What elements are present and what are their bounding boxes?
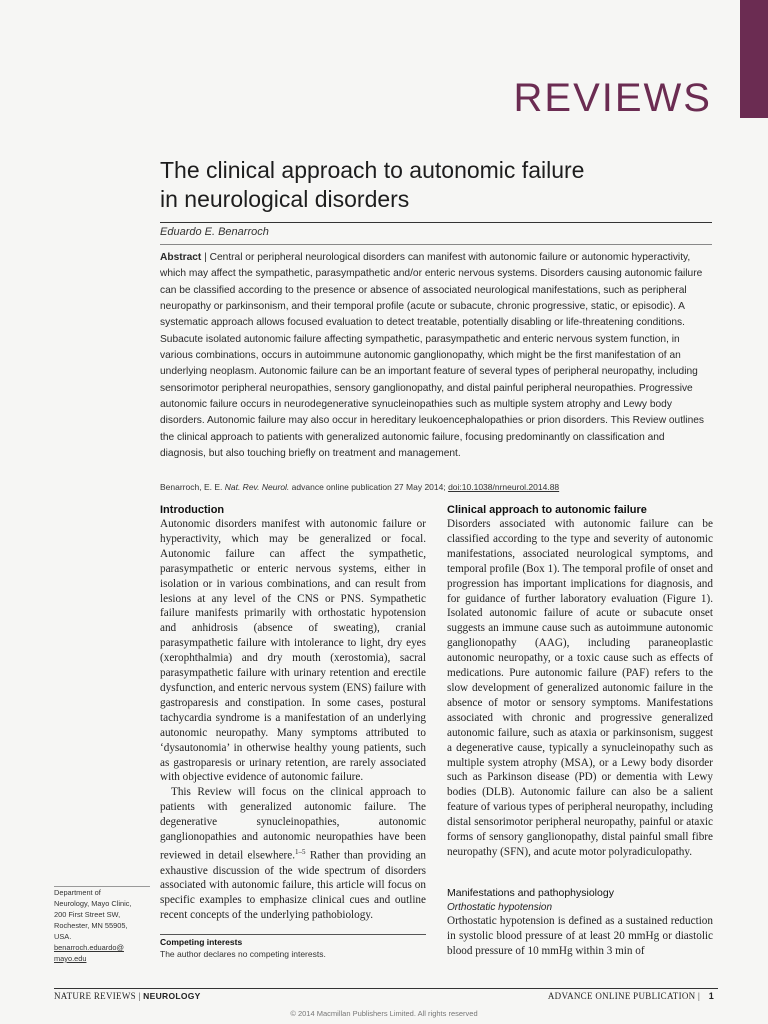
footer-publication-label: ADVANCE ONLINE PUBLICATION (547, 991, 696, 1001)
citation-prefix: Benarroch, E. E. (160, 482, 225, 492)
introduction-paragraph (160, 785, 426, 923)
affiliation-line: Department of (54, 888, 101, 897)
abstract-separator: | (201, 252, 210, 263)
orthostatic-hypotension-heading: Orthostatic hypotension (447, 902, 553, 913)
doi-link[interactable]: doi:10.1038/nrneurol.2014.88 (448, 482, 560, 492)
email-line: mayo.edu (54, 954, 87, 963)
manifestations-heading: Manifestations and pathophysiology (447, 887, 614, 899)
competing-interests-heading: Competing interests (160, 937, 243, 947)
intro-text: Rather than providing an exhaustive discussion of the wide spectrum of disorders associated with autonomic failure, this article will focus on specific examples to emphasize clinical cues and outline recent concepts of the underlying pathobiology. (160, 849, 426, 922)
author-email-link[interactable] (54, 942, 150, 964)
footer-journal-section: NEUROLOGY (143, 991, 201, 1001)
affiliation-line: 200 First Street SW, (54, 910, 121, 919)
article-title (160, 156, 720, 214)
title-line: The clinical approach to autonomic failure (160, 157, 585, 183)
citation-middle: advance online publication 27 May 2014; (289, 482, 449, 492)
page-number: 1 (708, 991, 714, 1001)
title-divider (160, 222, 712, 223)
clinical-approach-paragraph: Disorders associated with autonomic failure can be classified according to the type and severity of autonomic manifestations, associated neurological symptoms, and temporal profile (Box 1). The temporal profile of onset and progression has important implications for diagnosis, and for guidance of further laboratory evaluation (Figure 1). Isolated autonomic failure of acute or subacute onset suggests an immune cause such as autoimmune autonomic ganglionopathy (AAG), including paraneoplastic autonomic neuropathy, or a toxic cause such as effects of medications. Pure autonomic failure (PAF) refers to the slow development of generalized autonomic failure in the absence of motor or sensory symptoms. Manifestations associated with chronic and progressive generalized autonomic failure, such as ataxia or parkinsonism, suggest a degenerative cause, typically a synucleinopathy such as multiple system atrophy (MSA), or a Lewy body disorder such as Parkinson disease (PD) or dementia with Lewy bodies (DLB). Autonomic failure can also be a salient feature of various types of peripheral neuropathy, including distal sensorimotor peripheral neuropathy, painful or ataxic forms of sensory ganglionopathy, distal painful small fibre neuropathy (SFN), and acute motor polyradiculopathy. (447, 518, 713, 858)
citation (160, 482, 720, 492)
footer-publication (548, 991, 714, 1001)
reference-marker[interactable]: 1–5 (295, 847, 306, 856)
affiliation-line: Rochester, MN 55905, (54, 921, 128, 930)
footer-journal (54, 991, 201, 1001)
footer-journal-name: NATURE REVIEWS (54, 991, 136, 1001)
section-label: REVIEWS (513, 76, 712, 120)
abstract-divider (160, 244, 712, 245)
accent-bar (740, 0, 768, 118)
right-column (447, 517, 713, 860)
copyright-notice: © 2014 Macmillan Publishers Limited. All rights reserved (290, 1009, 478, 1018)
abstract-text: Central or peripheral neurological disorders can manifest with autonomic failure or autonomic hyperactivity, which may affect the sympathetic, parasympathetic and/or enteric nervous systems. Disorders causing autonomic failure can be classified according to the presence or absence of associated neurological manifestations, such as peripheral neuropathy or parkinsonism, and their temporal profile (acute or subacute, chronic progressive, static, or episodic). A systematic approach allows focused evaluation to detect treatable, potentially disabling or life-threatening conditions. Subacute isolated autonomic failure affecting sympathetic, parasympathetic and enteric nervous system function, in various combinations, occurs in autoimmune autonomic ganglionopathy, which might be the first manifestation of an underlying neoplasm. Autonomic failure can be an important feature of several types of peripheral neuropathy, including sensorimotor peripheral neuropathies, sensory ganglionopathy, and distal painful peripheral neuropathies. Progressive autonomic failure occurs in neurodegenerative synucleinopathies such as multiple system atrophy and Lewy body disorders. Autonomic failure may also occur in hereditary leukoencephalopathies or prion disorders. This Review outlines the clinical approach to patients with generalized autonomic failure, focusing predominantly on classification and diagnosis, but also touching briefly on treatment and management. (160, 252, 704, 460)
intro-text: This Review will focus on the clinical approach to patients with generalized autonomic failure. The degenerative synucleinopathies, autonomic ganglionopathies and autonomic neuropathies have been reviewed in detail elsewhere. (160, 786, 426, 862)
author-affiliation (54, 887, 150, 964)
manifestations-column (447, 914, 713, 959)
footer-divider (54, 988, 718, 989)
competing-interests-divider (160, 934, 426, 935)
manifestations-paragraph: Orthostatic hypotension is defined as a sustained reduction in systolic blood pressure of at least 20 mmHg or diastolic blood pressure of 10 mmHg within 3 min of (447, 915, 713, 957)
competing-interests-text: The author declares no competing interests. (160, 949, 326, 959)
affiliation-line: Neurology, Mayo Clinic, (54, 899, 132, 908)
citation-journal: Nat. Rev. Neurol. (224, 482, 290, 492)
clinical-approach-heading: Clinical approach to autonomic failure (447, 504, 647, 516)
author-name: Eduardo E. Benarroch (160, 226, 269, 238)
footer-separator: | (695, 991, 703, 1001)
introduction-paragraph: Autonomic disorders manifest with autonomic failure or hyperactivity, which may be generalized or focal. Autonomic failure can affect the sympathetic, parasympathetic or enteric nervous systems, either in isolation or in various combinations, and can result from lesions at any level of the CNS or PNS. Sympathetic failure manifests primarily with orthostatic hypotension and anhidrosis (absence of sweating), cranial parasympathetic failure with intolerance to light, dry eyes (xerophthalmia) and dry mouth (xerostomia), sacral parasympathetic failure with urinary retention and erectile dysfunction, and enteric nervous system (ENS) failure with gastroparesis and constipation. In some cases, postural tachycardia syndrome is a manifestation of an underlying autonomic neuropathy. Many symptoms attributed to ‘dysautonomia’ in otherwise healthy young patients, such as gastroparesis or urinary retention, are rarely associated with objective evidence of autonomic failure. (160, 518, 426, 784)
footer-separator: | (135, 991, 144, 1001)
affiliation-line: USA. (54, 932, 72, 941)
title-line: in neurological disorders (160, 186, 410, 212)
abstract-label: Abstract (160, 252, 202, 263)
left-column (160, 517, 426, 923)
email-line: benarroch.eduardo@ (54, 943, 124, 952)
abstract (160, 250, 712, 462)
introduction-heading: Introduction (160, 504, 225, 516)
